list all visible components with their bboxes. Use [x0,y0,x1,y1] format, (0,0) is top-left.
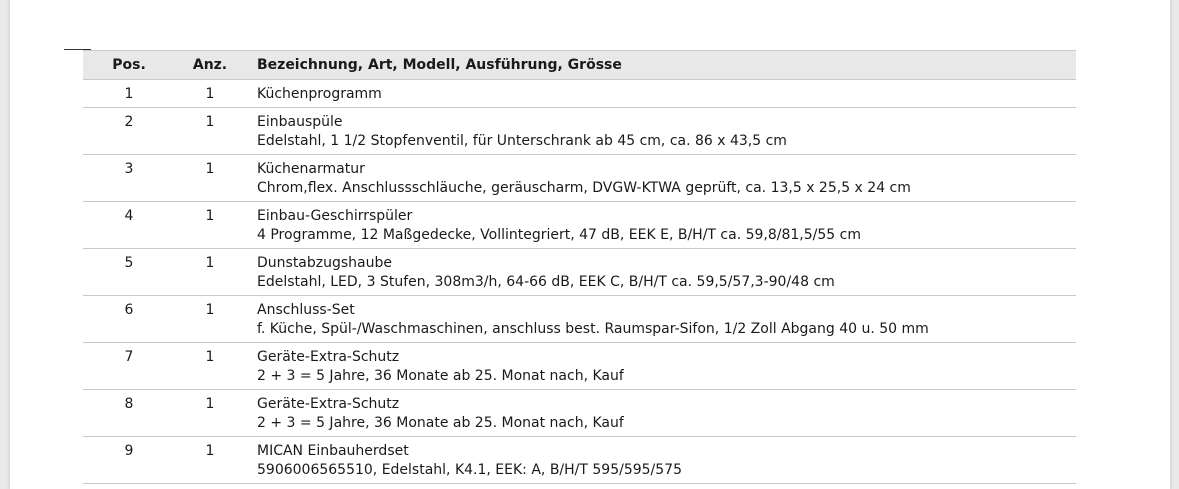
row-pos: 3 [124,161,134,177]
row-pos: 2 [124,114,134,130]
row-title: Geräte-Extra-Schutz [257,396,400,412]
header-bezeichnung: Bezeichnung, Art, Modell, Ausführung, Grösse [257,57,622,73]
row-bezeichnung [245,437,1076,483]
row-anz: 1 [205,161,215,177]
row-detail: 2 + 3 = 5 Jahre, 36 Monate ab 25. Monat nach, Kauf [257,368,624,384]
row-title: Küchenprogramm [257,86,382,102]
row-detail: 5906006565510, Edelstahl, K4.1, EEK: A, B/H/T 595/595/575 [257,462,682,478]
table-row [83,296,1076,343]
row-bezeichnung [245,80,1076,107]
row-title: Dunstabzugshaube [257,255,393,271]
header-anz: Anz. [192,57,228,73]
row-detail: 4 Programme, 12 Maßgedecke, Vollintegriert, 47 dB, EEK E, B/H/T ca. 59,8/81,5/55 cm [257,227,861,243]
row-bezeichnung [245,249,1076,295]
table-row [83,108,1076,155]
row-pos: 7 [124,349,134,365]
table-row [83,437,1076,484]
header-pos: Pos. [112,57,146,73]
row-anz: 1 [205,208,215,224]
row-title: Anschluss-Set [257,302,355,318]
table-row [83,249,1076,296]
row-pos: 6 [124,302,134,318]
row-anz: 1 [205,86,215,102]
table-header [83,51,1076,80]
table-row [83,343,1076,390]
row-detail: Edelstahl, LED, 3 Stufen, 308m3/h, 64-66 dB, EEK C, B/H/T ca. 59,5/57,3-90/48 cm [257,274,835,290]
row-title: Küchenarmatur [257,161,365,177]
row-pos: 8 [124,396,134,412]
row-pos: 9 [124,443,134,459]
row-bezeichnung [245,296,1076,342]
row-bezeichnung [245,390,1076,436]
row-detail: f. Küche, Spül-/Waschmaschinen, anschluss best. Raumspar-Sifon, 1/2 Zoll Abgang 40 u. 50 mm [257,321,929,337]
row-anz: 1 [205,443,215,459]
row-detail: 2 + 3 = 5 Jahre, 36 Monate ab 25. Monat nach, Kauf [257,415,624,431]
row-bezeichnung [245,343,1076,389]
row-bezeichnung [245,108,1076,154]
table-row [83,80,1076,108]
row-title: Einbauspüle [257,114,343,130]
row-bezeichnung [245,202,1076,248]
row-title: Geräte-Extra-Schutz [257,349,400,365]
row-detail: Chrom,flex. Anschlussschläuche, geräuscharm, DVGW-KTWA geprüft, ca. 13,5 x 25,5 x 24 cm [257,180,911,196]
row-detail: Edelstahl, 1 1/2 Stopfenventil, für Unterschrank ab 45 cm, ca. 86 x 43,5 cm [257,133,787,149]
row-pos: 5 [124,255,134,271]
table-row [83,390,1076,437]
row-anz: 1 [205,349,215,365]
row-anz: 1 [205,396,215,412]
table-row [83,202,1076,249]
row-anz: 1 [205,255,215,271]
row-anz: 1 [205,302,215,318]
row-anz: 1 [205,114,215,130]
row-pos: 1 [124,86,134,102]
row-title: Einbau-Geschirrspüler [257,208,413,224]
positions-table [83,50,1076,484]
row-bezeichnung [245,155,1076,201]
row-title: MICAN Einbauherdset [257,443,409,459]
row-pos: 4 [124,208,134,224]
table-row [83,155,1076,202]
